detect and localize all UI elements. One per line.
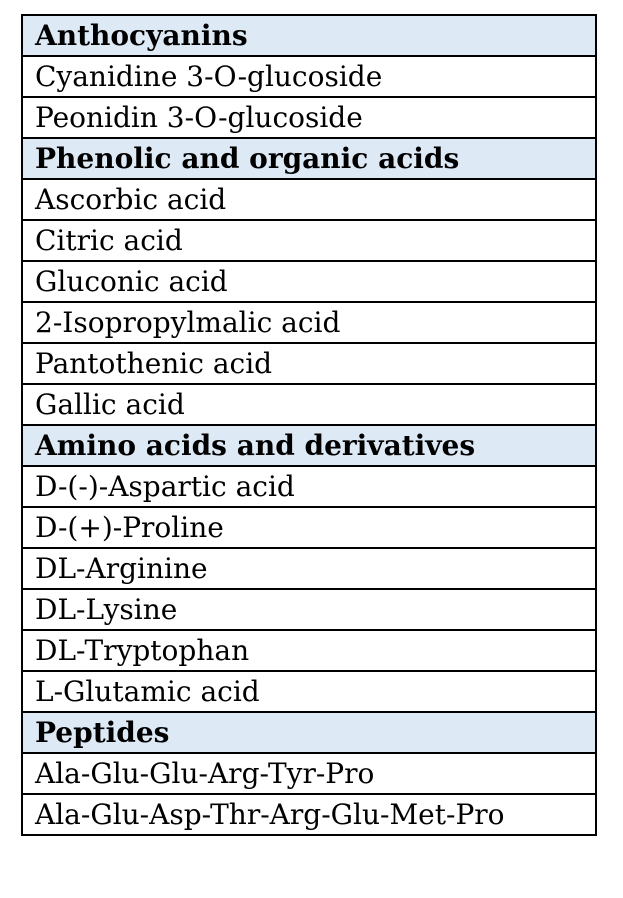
category-row-amino-acids (22, 425, 596, 466)
compound-label: D-(-)-Aspartic acid (22, 466, 596, 507)
compound-row (22, 343, 596, 384)
compound-label: Pantothenic acid (22, 343, 596, 384)
category-label: Peptides (22, 712, 596, 753)
compound-row (22, 384, 596, 425)
compound-row (22, 671, 596, 712)
compound-table-body (22, 15, 596, 835)
compound-label: L-Glutamic acid (22, 671, 596, 712)
compound-row (22, 548, 596, 589)
compound-row (22, 261, 596, 302)
compound-row (22, 220, 596, 261)
compound-row (22, 794, 596, 835)
category-label: Amino acids and derivatives (22, 425, 596, 466)
compound-label: 2-Isopropylmalic acid (22, 302, 596, 343)
compound-row (22, 56, 596, 97)
compound-label: D-(+)-Proline (22, 507, 596, 548)
compound-label: Peonidin 3-O-glucoside (22, 97, 596, 138)
compound-label: DL-Tryptophan (22, 630, 596, 671)
category-label: Anthocyanins (22, 15, 596, 56)
compound-label: DL-Lysine (22, 589, 596, 630)
compound-table (21, 14, 597, 836)
category-row-phenolic-organic-acids (22, 138, 596, 179)
category-row-anthocyanins (22, 15, 596, 56)
compound-label: Ascorbic acid (22, 179, 596, 220)
compound-label: Ala-Glu-Glu-Arg-Tyr-Pro (22, 753, 596, 794)
compound-label: DL-Arginine (22, 548, 596, 589)
category-label: Phenolic and organic acids (22, 138, 596, 179)
compound-row (22, 507, 596, 548)
compound-row (22, 179, 596, 220)
compound-row (22, 753, 596, 794)
compound-label: Citric acid (22, 220, 596, 261)
compound-label: Ala-Glu-Asp-Thr-Arg-Glu-Met-Pro (22, 794, 596, 835)
compound-label: Gluconic acid (22, 261, 596, 302)
compound-label: Cyanidine 3-O-glucoside (22, 56, 596, 97)
compound-row (22, 302, 596, 343)
compound-row (22, 589, 596, 630)
category-row-peptides (22, 712, 596, 753)
compound-row (22, 97, 596, 138)
compound-row (22, 466, 596, 507)
compound-label: Gallic acid (22, 384, 596, 425)
compound-row (22, 630, 596, 671)
